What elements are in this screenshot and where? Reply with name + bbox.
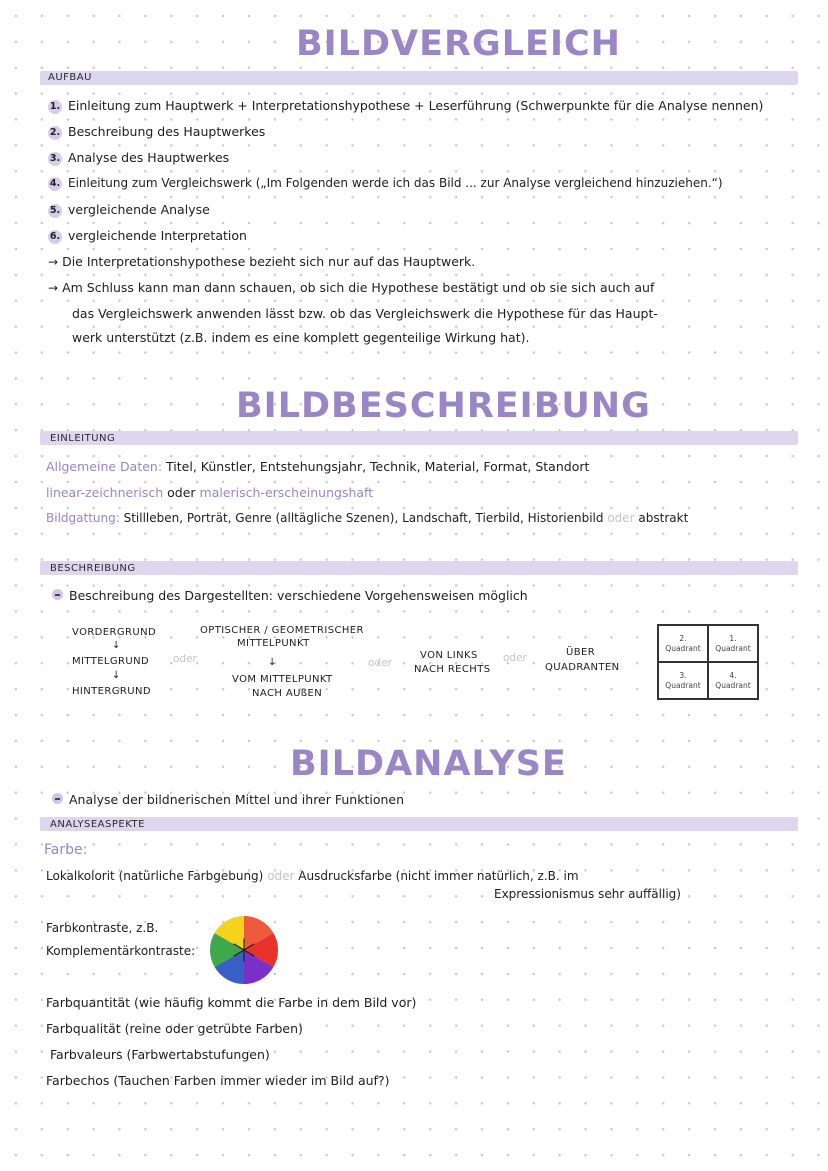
ausdrucksfarbe-cont: Expressionismus sehr auffällig) (494, 887, 681, 901)
arrow-right-icon: → (48, 255, 59, 269)
vom-mittelpunkt-label: VOM MITTELPUNKT (232, 674, 333, 685)
note-text: Die Interpretationshypothese bezieht sich nur auf das Hauptwerk. (62, 254, 476, 269)
label-aufbau: AUFBAU (48, 72, 92, 83)
beschreibung-bullet (52, 588, 528, 603)
von-links-label: VON LINKS (420, 650, 478, 661)
quadrant-number: 2. (679, 633, 687, 643)
nach-rechts-label: NACH RECHTS (414, 664, 491, 675)
oder-text: oder (368, 657, 392, 669)
step-text: Analyse des Hauptwerkes (68, 150, 230, 165)
farbvaleurs-line: Farbvaleurs (Farbwertabstufungen) (50, 1047, 270, 1062)
linear-label: linear-zeichnerisch (46, 485, 164, 500)
step-1 (48, 98, 763, 114)
section-band-einleitung (40, 431, 798, 445)
farbe-label: Farbe: (44, 842, 88, 858)
step-number: 5. (49, 205, 61, 216)
arrow-right-icon: → (48, 281, 59, 295)
label-einleitung: EINLEITUNG (50, 433, 116, 444)
section-band-aufbau (40, 71, 798, 85)
beschreibung-text: Beschreibung des Dargestellten: verschiedene Vorgehensweisen möglich (69, 588, 528, 603)
arrow-down-icon: ↓ (112, 670, 121, 681)
quadrant-cell (658, 625, 708, 662)
arrow-down-icon: ↓ (268, 657, 277, 668)
farbechos-line: Farbechos (Tauchen Farben immer wieder im Bild auf?) (46, 1073, 390, 1088)
quadrant-diagram (657, 624, 759, 700)
arrow-note-2-cont: das Vergleichswerk anwenden lässt bzw. ob das Vergleichswerk die Hypothese für das Haupt- (72, 306, 658, 321)
step-number: 3. (49, 153, 61, 164)
bildgattung-label: Bildgattung: (46, 511, 120, 525)
farbquantitaet-line: Farbquantität (wie häufig kommt die Farbe in dem Bild vor) (46, 995, 417, 1010)
quadrant-number: 1. (729, 633, 737, 643)
nach-aussen-label: NACH AUßEN (252, 688, 323, 699)
quadrant-number: 4. (729, 670, 737, 680)
bullet-icon (52, 589, 63, 600)
analyse-bullet (52, 792, 404, 807)
lokalkolorit-line (46, 869, 579, 883)
quadrant-cell (708, 662, 758, 699)
optischer-label: OPTISCHER / GEOMETRISCHER (200, 625, 364, 636)
section-band-analyseaspekte (40, 817, 798, 831)
oder-text: oder (503, 652, 527, 664)
bullet-icon (52, 793, 63, 804)
quadrant-cell (658, 662, 708, 699)
malerisch-label: malerisch-erscheinungshaft (199, 485, 374, 500)
color-wheel-icon (209, 915, 279, 985)
vordergrund-label: VORDERGRUND (72, 627, 157, 638)
allgemeine-text: Titel, Künstler, Entstehungsjahr, Technik, Material, Format, Standort (166, 459, 590, 474)
title-bildvergleich: BILDVERGLEICH (296, 24, 621, 64)
step-2 (48, 124, 265, 140)
bildgattung-text: Stillleben, Porträt, Genre (alltägliche Szenen), Landschaft, Tierbild, Historienbild (123, 511, 604, 525)
label-beschreibung: BESCHREIBUNG (50, 563, 136, 574)
title-bildbeschreibung: BILDBESCHREIBUNG (236, 386, 651, 426)
step-number: 2. (49, 127, 61, 138)
step-text: Einleitung zum Vergleichswerk („Im Folgenden werde ich das Bild ... zur Analyse vergleichend hinzuziehen.“) (68, 176, 723, 190)
step-number: 4. (49, 178, 61, 189)
arrow-note-2-cont2: werk unterstützt (z.B. indem es eine komplett gegenteilige Wirkung hat). (72, 330, 530, 345)
allgemeine-label: Allgemeine Daten: (46, 459, 163, 474)
title-bildanalyse: BILDANALYSE (290, 744, 567, 784)
label-analyseaspekte: ANALYSEASPEKTE (50, 819, 145, 830)
step-text: vergleichende Analyse (68, 202, 210, 217)
oder-text: oder (607, 511, 635, 525)
farbkontraste-line: Farbkontraste, z.B. (46, 921, 159, 935)
arrow-down-icon: ↓ (112, 640, 121, 651)
farbqualitaet-line: Farbqualität (reine oder getrübte Farben) (46, 1021, 303, 1036)
ausdrucksfarbe-text: Ausdrucksfarbe (nicht immer natürlich, z.B. im (298, 869, 579, 883)
step-text: vergleichende Interpretation (68, 228, 247, 243)
oder-text: oder (173, 653, 197, 665)
quadranten-label: QUADRANTEN (545, 662, 620, 673)
step-number: 6. (49, 231, 61, 242)
quadrant-cell (708, 625, 758, 662)
step-5 (48, 202, 210, 218)
oder-text: oder (267, 869, 295, 883)
step-text: Einleitung zum Hauptwerk + Interpretationshypothese + Leserführung (Schwerpunkte für die Analyse nennen) (68, 98, 764, 113)
step-4 (48, 176, 723, 191)
quadrant-label: Quadrant (715, 643, 751, 653)
komplementaer-line: Komplementärkontraste: (46, 944, 196, 958)
analyse-intro: Analyse der bildnerischen Mittel und ihrer Funktionen (69, 792, 405, 807)
stil-zeile (46, 485, 373, 500)
hintergrund-label: HINTERGRUND (72, 686, 151, 697)
quadrant-number: 3. (679, 670, 687, 680)
mittelpunkt-label: MITTELPUNKT (237, 638, 310, 649)
abstrakt-text: abstrakt (638, 511, 689, 525)
step-number: 1. (49, 101, 61, 112)
note-text: Am Schluss kann man dann schauen, ob sich die Hypothese bestätigt und ob sie sich auch auf (62, 280, 655, 295)
step-6 (48, 228, 247, 244)
lokalkolorit-text: Lokalkolorit (natürliche Farbgebung) (46, 869, 264, 883)
section-band-beschreibung (40, 561, 798, 575)
quadrant-label: Quadrant (715, 680, 751, 690)
step-3 (48, 150, 229, 166)
ueber-label: ÜBER (566, 647, 596, 658)
quadrant-label: Quadrant (665, 643, 701, 653)
arrow-note-2 (48, 280, 654, 295)
step-text: Beschreibung des Hauptwerkes (68, 124, 266, 139)
arrow-note-1 (48, 254, 475, 269)
oder-text: oder (167, 485, 196, 500)
quadrant-label: Quadrant (665, 680, 701, 690)
allgemeine-daten (46, 459, 589, 474)
mittelgrund-label: MITTELGRUND (72, 656, 150, 667)
bildgattung (46, 511, 688, 525)
